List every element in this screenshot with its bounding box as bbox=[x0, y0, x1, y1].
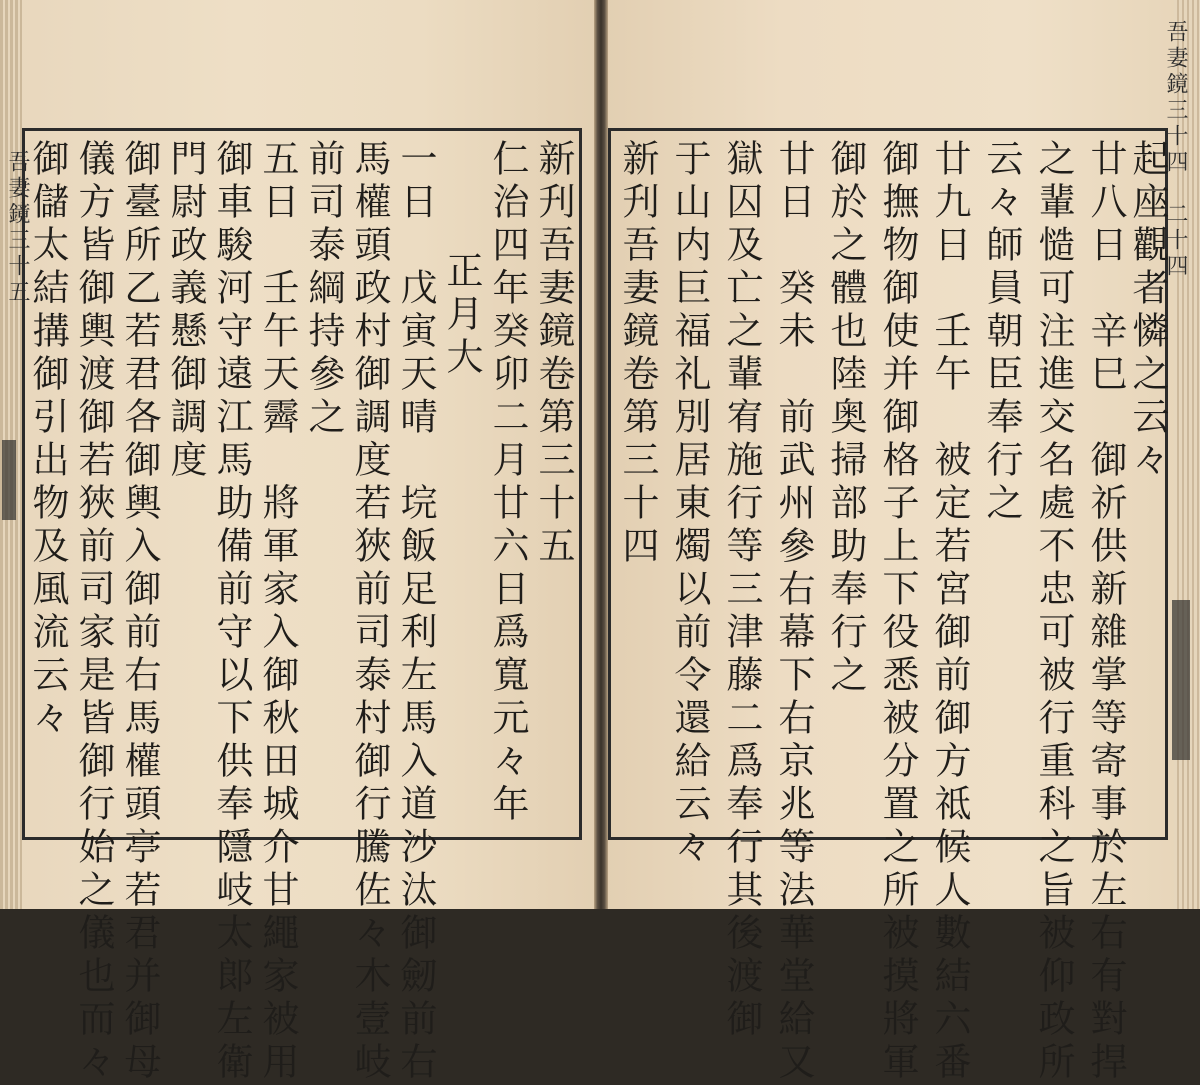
book-gutter bbox=[594, 0, 608, 909]
right-col-11: 起座觀者憐之云々 bbox=[1126, 139, 1169, 483]
left-col-3: 正月大 bbox=[440, 251, 483, 380]
left-col-10: 御臺所乙若君各御輿入御前右馬權頭亭若君并御母 bbox=[118, 139, 161, 1085]
right-col-10: 廿八日 辛巳 御祈供新雜掌等寄事於左右有對捍 bbox=[1084, 139, 1127, 1085]
right-col-8: 云々師員朝臣奉行之 bbox=[980, 139, 1023, 526]
right-col-1: 新刋吾妻鏡卷第三十四 bbox=[616, 139, 659, 569]
right-text-frame bbox=[608, 128, 1169, 1085]
left-col-8: 御車駿河守遠江馬助備前守以下供奉隱岐太郞左衛 bbox=[210, 139, 253, 1085]
right-edge-ink-block bbox=[1172, 600, 1190, 760]
left-edge-ink-block bbox=[2, 440, 16, 520]
right-col-5: 御於之體也陸奥掃部助奉行之 bbox=[824, 139, 867, 698]
right-margin-label: 吾妻鏡三十四 二十四 bbox=[1163, 20, 1188, 280]
left-col-7: 五日 壬午天霽 將軍家入御秋田城介甘繩家被用 bbox=[256, 139, 299, 1085]
left-col-1: 新刋吾妻鏡卷第三十五 bbox=[532, 139, 575, 569]
left-col-5: 馬權頭政村御調度若狹前司泰村御行騰佐々木壹岐 bbox=[348, 139, 391, 1085]
right-col-6: 御撫物御使并御格子上下役悉被分置之所被摸將軍 bbox=[876, 139, 919, 1085]
left-col-12: 御儲太結搆御引出物及風流云々 bbox=[26, 139, 69, 741]
left-col-6: 前司泰綱持參之 bbox=[302, 139, 345, 440]
left-col-11: 儀方皆御輿渡御若狹前司家是皆御行始之儀也而々 bbox=[72, 139, 115, 1085]
left-col-9: 門尉政義懸御調度 bbox=[164, 139, 207, 483]
left-margin-label: 吾妻鏡三十五 bbox=[5, 150, 30, 306]
left-text-frame bbox=[22, 128, 582, 1085]
left-col-4: 一日 戊寅天晴 垸飯足利左馬入道沙汰御劒前右 bbox=[394, 139, 437, 1085]
right-col-9: 之輩慥可注進交名處不忠可被行重科之旨被仰政所 bbox=[1032, 139, 1075, 1085]
left-col-2: 仁治四年癸卯二月廿六日爲寬元々年 bbox=[486, 139, 529, 827]
right-col-7: 廿九日 壬午 被定若宮御前御方祗候人數結六番 bbox=[928, 139, 971, 1085]
right-col-4: 廿日 癸未 前武州參右幕下右京兆等法華堂給又 bbox=[772, 139, 815, 1085]
right-col-3: 獄囚及亡之輩宥施行等三津藤二爲奉行其後渡御 bbox=[720, 139, 763, 1042]
right-col-2: 于山内巨福礼別居東燭以前令還給云々 bbox=[668, 139, 711, 870]
